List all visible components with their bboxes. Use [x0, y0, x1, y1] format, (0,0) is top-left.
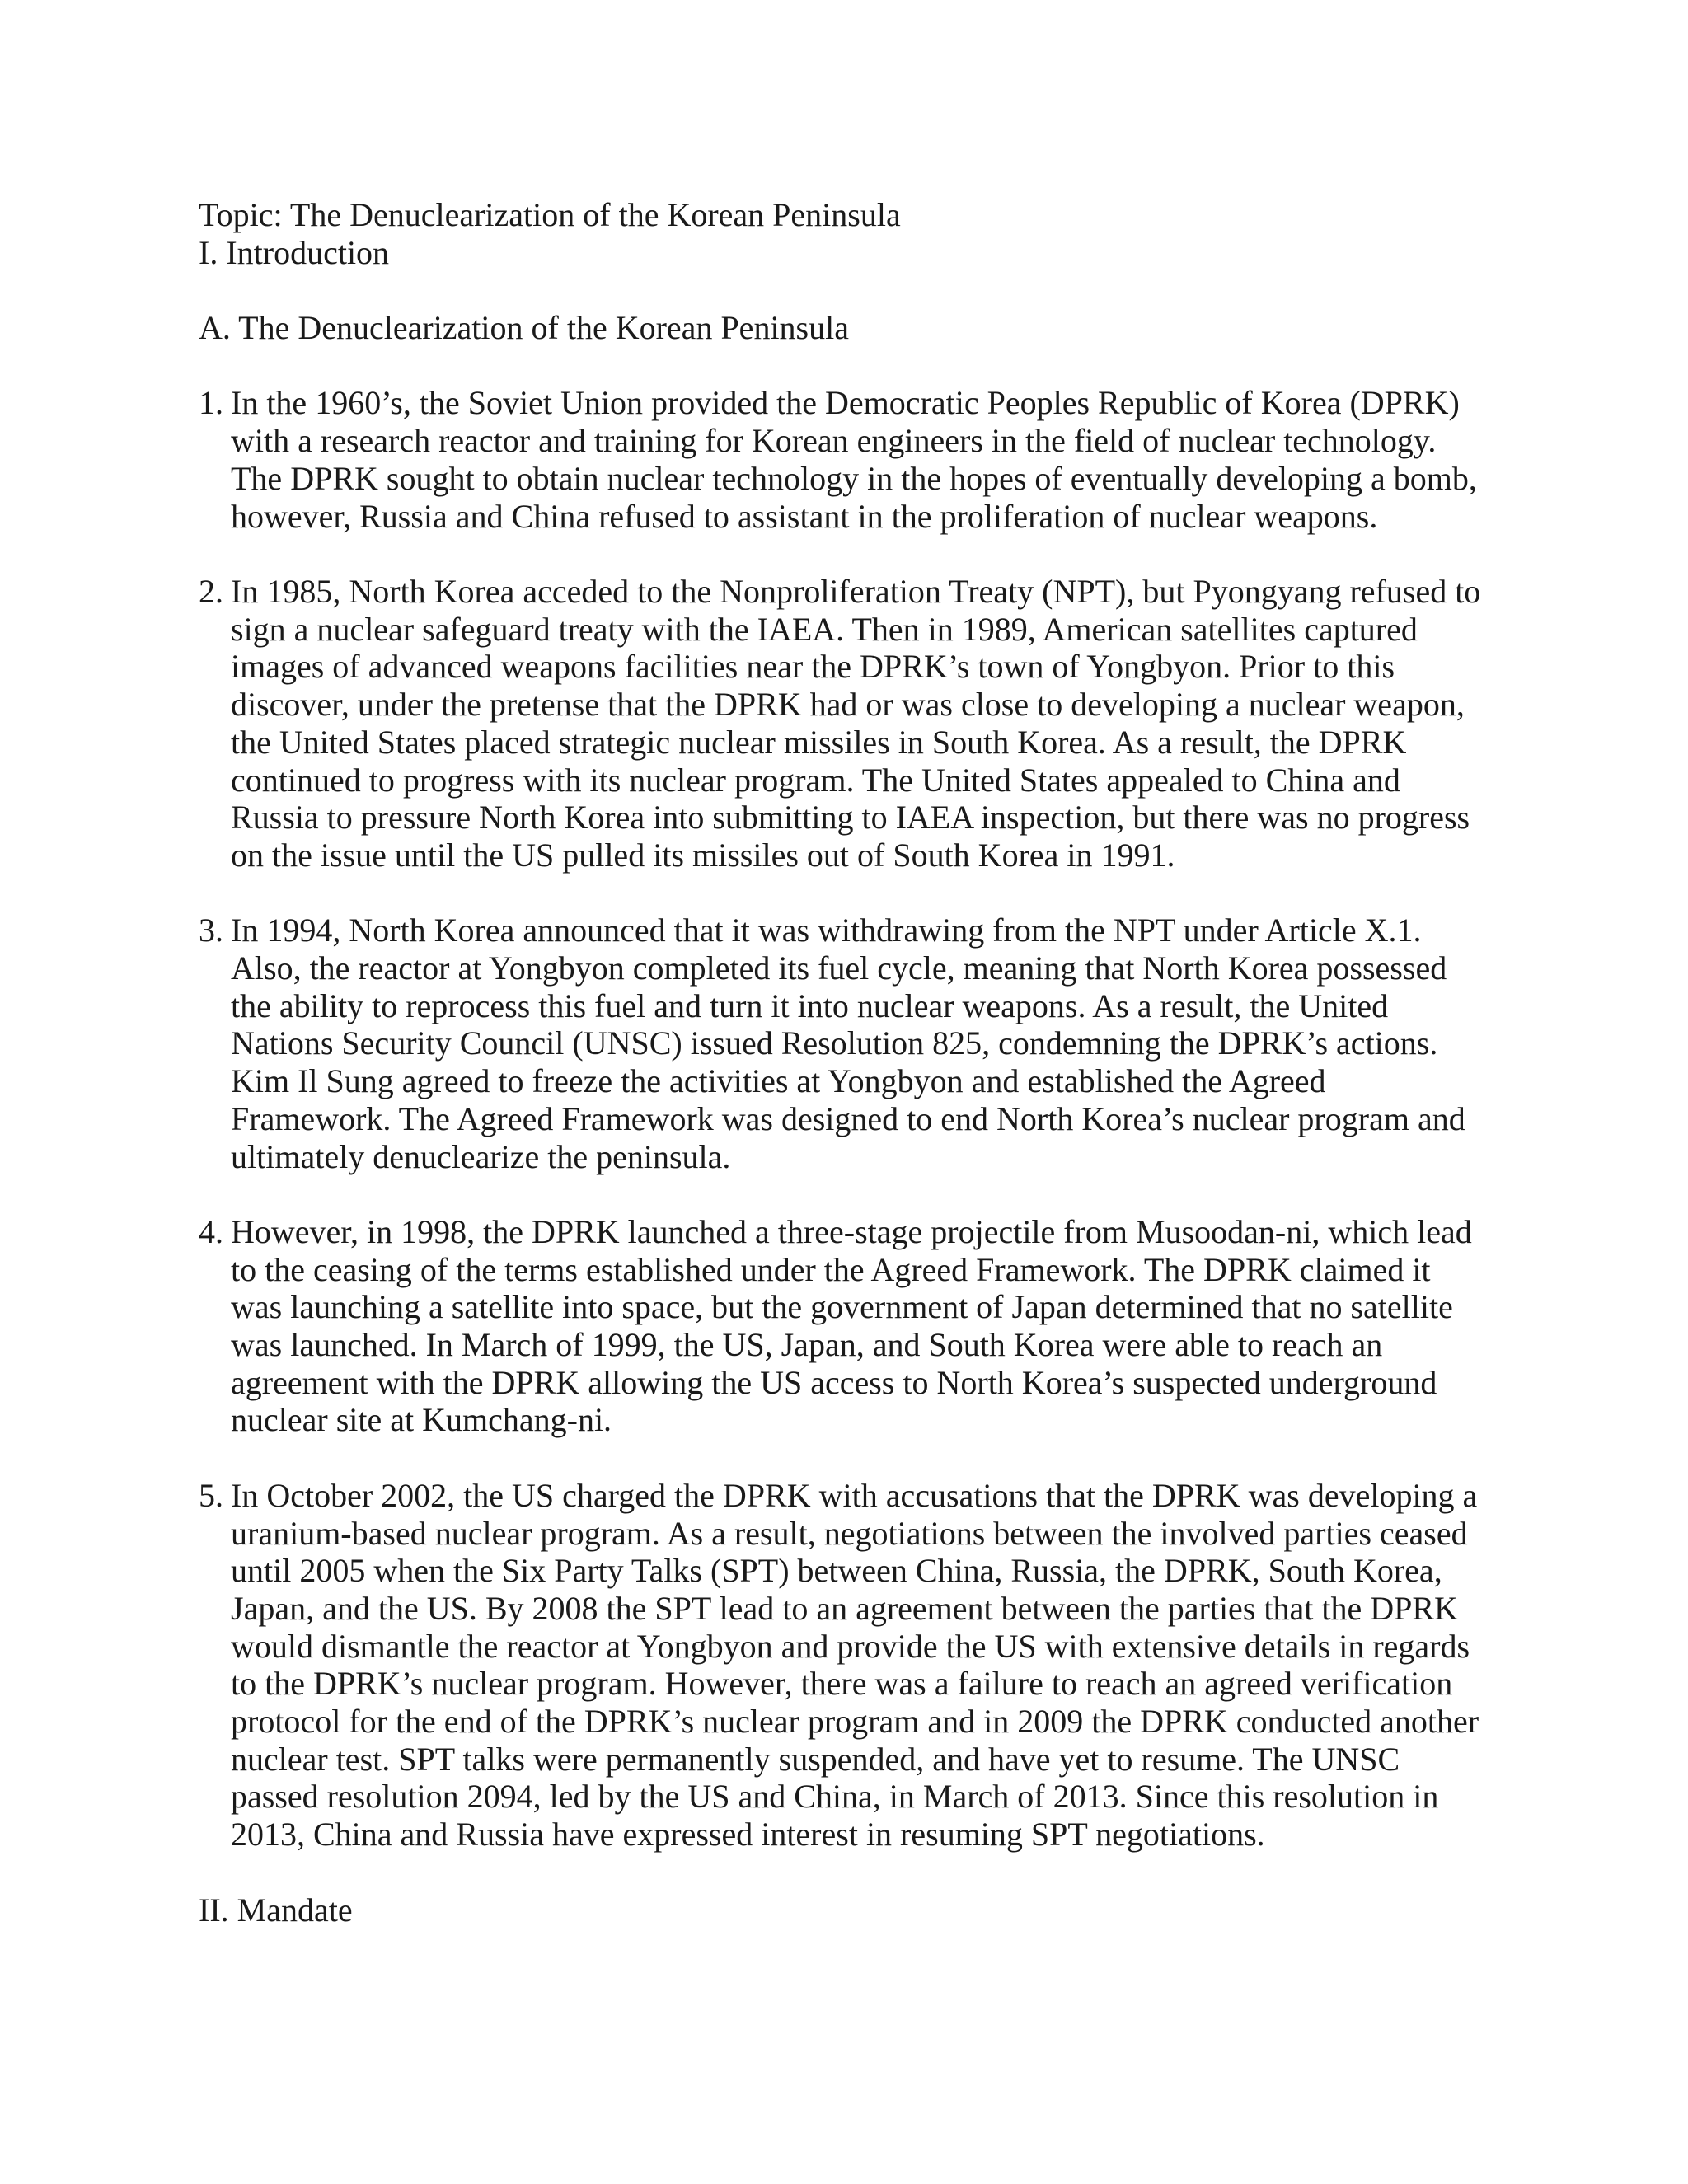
paragraph-line: In 1994, North Korea announced that it was withdrawing from the NPT under Article X.1.	[231, 912, 1422, 949]
paragraph-line: however, Russia and China refused to assistant in the proliferation of nuclear weapons.	[231, 497, 1378, 535]
paragraph-line: with a research reactor and training for Korean engineers in the field of nuclear technology.	[231, 422, 1437, 460]
paragraph-line: Japan, and the US. By 2008 the SPT lead to an agreement between the parties that the DPRK	[231, 1589, 1458, 1627]
paragraph-line: discover, under the pretense that the DPRK had or was close to developing a nuclear weapon,	[231, 686, 1465, 724]
paragraph-line: passed resolution 2094, led by the US and China, in March of 2013. Since this resolution in	[231, 1778, 1439, 1816]
paragraph-line: In 1985, North Korea acceded to the Nonproliferation Treaty (NPT), but Pyongyang refused to	[231, 572, 1481, 610]
paragraph-number: 5.	[199, 1476, 223, 1514]
paragraph-line: Kim Il Sung agreed to freeze the activities at Yongbyon and established the Agreed	[231, 1062, 1326, 1100]
paragraph-line: to the DPRK’s nuclear program. However, there was a failure to reach an agreed verification	[231, 1665, 1453, 1703]
paragraph-line: nuclear test. SPT talks were permanently suspended, and have yet to resume. The UNSC	[231, 1740, 1400, 1778]
paragraph-line: to the ceasing of the terms established under the Agreed Framework. The DPRK claimed it	[231, 1250, 1431, 1288]
paragraph-line: protocol for the end of the DPRK’s nuclear program and in 2009 the DPRK conducted another	[231, 1703, 1479, 1741]
topic-line: Topic: The Denuclearization of the Korean Peninsula	[199, 196, 901, 233]
numbered-paragraph-1	[199, 384, 1493, 535]
paragraph-line: Also, the reactor at Yongbyon completed its fuel cycle, meaning that North Korea possessed	[231, 949, 1447, 987]
paragraph-number: 1.	[199, 384, 223, 422]
section-heading-introduction: I. Introduction	[199, 233, 390, 271]
paragraph-line: the ability to reprocess this fuel and turn it into nuclear weapons. As a result, the United	[231, 987, 1389, 1024]
paragraph-line: Russia to pressure North Korea into submitting to IAEA inspection, but there was no progress	[231, 799, 1470, 837]
paragraph-line: images of advanced weapons facilities near the DPRK’s town of Yongbyon. Prior to this	[231, 648, 1395, 686]
paragraph-line: In October 2002, the US charged the DPRK with accusations that the DPRK was developing a	[231, 1476, 1478, 1514]
blank-line	[199, 1175, 1493, 1213]
paragraph-line: nuclear site at Kumchang-ni.	[231, 1401, 612, 1439]
blank-line	[199, 1439, 1493, 1477]
paragraph-line: uranium-based nuclear program. As a result, negotiations between the involved parties ceased	[231, 1514, 1468, 1552]
paragraph-line: Framework. The Agreed Framework was designed to end North Korea’s nuclear program and	[231, 1099, 1465, 1137]
paragraph-text	[231, 1477, 1493, 1854]
numbered-paragraph-2	[199, 573, 1493, 874]
blank-line	[199, 535, 1493, 573]
paragraph-line: ultimately denuclearize the peninsula.	[231, 1137, 731, 1175]
section-heading-mandate: II. Mandate	[199, 1891, 353, 1929]
document-body	[199, 196, 1493, 1929]
paragraph-line: In the 1960’s, the Soviet Union provided the Democratic Peoples Republic of Korea (DPRK)	[231, 384, 1460, 422]
paragraph-number: 4.	[199, 1212, 223, 1250]
blank-line	[199, 1854, 1493, 1891]
paragraph-line: until 2005 when the Six Party Talks (SPT) between China, Russia, the DPRK, South Korea,	[231, 1552, 1442, 1590]
paragraph-text	[231, 912, 1493, 1175]
paragraph-text	[231, 384, 1493, 535]
paragraph-line: sign a nuclear safeguard treaty with the IAEA. Then in 1989, American satellites captured	[231, 610, 1418, 648]
paragraph-line: The DPRK sought to obtain nuclear technology in the hopes of eventually developing a bomb,	[231, 459, 1477, 497]
paragraph-line: was launched. In March of 1999, the US, Japan, and South Korea were able to reach an	[231, 1326, 1383, 1364]
numbered-paragraph-4	[199, 1213, 1493, 1439]
paragraph-line: agreement with the DPRK allowing the US access to North Korea’s suspected underground	[231, 1363, 1437, 1401]
paragraph-number: 3.	[199, 912, 223, 949]
paragraph-line: 2013, China and Russia have expressed interest in resuming SPT negotiations.	[231, 1816, 1265, 1854]
paragraph-number: 2.	[199, 572, 223, 610]
subsection-heading-a: A. The Denuclearization of the Korean Peninsula	[199, 309, 849, 347]
numbered-paragraph-3	[199, 912, 1493, 1175]
blank-line	[199, 271, 1493, 309]
paragraph-line: on the issue until the US pulled its missiles out of South Korea in 1991.	[231, 836, 1175, 874]
paragraph-text	[231, 573, 1493, 874]
blank-line	[199, 874, 1493, 912]
paragraph-text	[231, 1213, 1493, 1439]
paragraph-line: However, in 1998, the DPRK launched a three-stage projectile from Musoodan-ni, which lead	[231, 1212, 1472, 1250]
numbered-paragraph-5	[199, 1477, 1493, 1854]
paragraph-line: the United States placed strategic nuclear missiles in South Korea. As a result, the DPRK	[231, 723, 1407, 761]
paragraph-line: would dismantle the reactor at Yongbyon and provide the US with extensive details in regards	[231, 1627, 1470, 1665]
paragraph-line: continued to progress with its nuclear program. The United States appealed to China and	[231, 761, 1400, 799]
paragraph-line: was launching a satellite into space, but the government of Japan determined that no satellite	[231, 1288, 1453, 1326]
blank-line	[199, 347, 1493, 385]
paragraph-line: Nations Security Council (UNSC) issued Resolution 825, condemning the DPRK’s actions.	[231, 1024, 1438, 1062]
